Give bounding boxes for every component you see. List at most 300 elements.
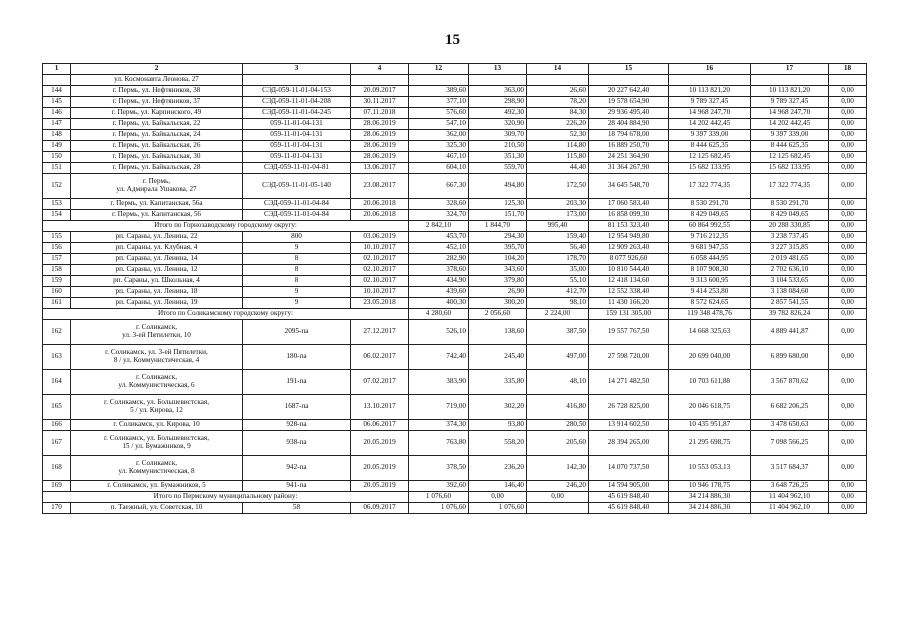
value-cell: 325,30 [409,141,469,152]
address-cell: г. Пермь, ул. Байкальская, 28 [71,163,243,174]
document-number-cell: 180-па [243,345,351,370]
value-cell: 14 968 247,70 [751,108,829,119]
table-row [43,503,867,514]
value-cell: 35,00 [527,265,589,276]
address-cell: г. Пермь, ул. Нефтяников, 37 [71,97,243,108]
date-cell: 28.06.2019 [351,119,409,130]
value-cell: 434,90 [409,276,469,287]
value-cell: 0,00 [829,232,867,243]
subtotal-value-cell: 119 348 478,76 [669,309,751,320]
row-number-cell: 165 [43,395,71,420]
document-number-cell: 928-па [243,420,351,431]
date-cell: 20.09.2017 [351,86,409,97]
value-cell: 497,00 [527,345,589,370]
value-cell: 0,00 [829,481,867,492]
value-cell: 0,00 [829,141,867,152]
subtotal-value-cell: 0,00 [469,492,527,503]
value-cell: 14 968 247,70 [669,108,751,119]
row-number-cell: 159 [43,276,71,287]
table-row [43,97,867,108]
row-number-cell: 147 [43,119,71,130]
row-number-cell: 166 [43,420,71,431]
row-number-cell: 145 [43,97,71,108]
document-number-cell: СЭД-059-11-01-04-84 [243,199,351,210]
address-cell [71,370,243,395]
value-cell: 10 810 544,40 [589,265,669,276]
value-cell: 10 553 053,13 [669,456,751,481]
value-cell: 0,00 [829,420,867,431]
value-cell: 763,80 [409,431,469,456]
header-cell: 12 [409,64,469,75]
document-number-cell: СЭД-059-11-01-04-208 [243,97,351,108]
table-row [43,420,867,431]
date-cell: 30.11.2017 [351,97,409,108]
value-cell: 309,70 [469,130,527,141]
header-cell: 18 [829,64,867,75]
subtotal-value-cell: 2 224,00 [527,309,589,320]
table-row [43,232,867,243]
value-cell: 280,50 [527,420,589,431]
value-cell: 104,20 [469,254,527,265]
row-number-cell: 157 [43,254,71,265]
row-number-cell: 167 [43,431,71,456]
value-cell: 93,80 [469,420,527,431]
table-row [43,130,867,141]
value-cell: 547,10 [409,119,469,130]
value-cell: 2 019 481,65 [751,254,829,265]
value-cell: 115,80 [527,152,589,163]
address-cell: рп. Сараны, ул. Клубная, 4 [71,243,243,254]
table-row [43,199,867,210]
value-cell: 2 702 636,10 [751,265,829,276]
header-cell: 14 [527,64,589,75]
value-cell: 0,00 [829,210,867,221]
value-cell: 19 557 767,50 [589,320,669,345]
row-number-cell: 149 [43,141,71,152]
address-cell [71,345,243,370]
value-cell: 416,80 [527,395,589,420]
value-cell: 14 594 905,00 [589,481,669,492]
date-cell: 06.06.2017 [351,420,409,431]
value-cell: 114,80 [527,141,589,152]
address-line: 15 / ул. Бумажников, 9 [122,442,191,450]
value-cell: 3 567 870,62 [751,370,829,395]
value-cell: 0,00 [829,174,867,199]
address-cell: г. Соликамск, ул. Бумажников, 5 [71,481,243,492]
value-cell: 559,70 [469,163,527,174]
address-cell: рп. Сараны, ул. Ленина, 22 [71,232,243,243]
value-cell: 12 125 682,45 [751,152,829,163]
value-cell: 31 364 267,90 [589,163,669,174]
value-cell: 9 414 253,80 [669,287,751,298]
subtotal-value-cell: 39 782 826,24 [751,309,829,320]
value-cell: 17 322 774,35 [669,174,751,199]
date-cell: 20.05.2019 [351,481,409,492]
value-cell: 294,30 [469,232,527,243]
value-cell: 10 946 178,75 [669,481,751,492]
document-number-cell: 9 [243,243,351,254]
value-cell: 2 857 541,55 [751,298,829,309]
date-cell: 02.10.2017 [351,265,409,276]
row-number-cell: 168 [43,456,71,481]
value-cell: 0,00 [829,97,867,108]
address-cell: рп. Сараны, ул. Ленина, 18 [71,287,243,298]
table-row [43,254,867,265]
empty-cell [751,75,829,86]
value-cell: 3 138 084,60 [751,287,829,298]
value-cell: 15 682 133,95 [669,163,751,174]
table-row [43,287,867,298]
value-cell: 395,70 [469,243,527,254]
table-row [43,370,867,395]
subtotal-value-cell: 0,00 [829,492,867,503]
table-row [43,431,867,456]
value-cell: 298,90 [469,97,527,108]
value-cell: 26,90 [469,287,527,298]
table-row [43,345,867,370]
value-cell: 203,30 [527,199,589,210]
value-cell: 13 914 602,50 [589,420,669,431]
value-cell: 24 251 364,90 [589,152,669,163]
date-cell: 28.06.2019 [351,152,409,163]
row-number-cell: 161 [43,298,71,309]
subtotal-value-cell: 45 619 848,40 [589,492,669,503]
address-line: 5 / ул. Кирова, 12 [130,406,183,414]
date-cell: 13.06.2017 [351,163,409,174]
date-cell: 02.10.2017 [351,254,409,265]
value-cell: 0,00 [829,298,867,309]
value-cell: 18 794 678,00 [589,130,669,141]
value-cell: 55,10 [527,276,589,287]
value-cell: 19 578 654,90 [589,97,669,108]
value-cell [527,503,589,514]
value-cell: 3 227 315,85 [751,243,829,254]
address-line: 8 / ул. Коммунистическая, 4 [113,356,200,364]
header-cell: 2 [71,64,243,75]
header-cell: 16 [669,64,751,75]
value-cell: 173,00 [527,210,589,221]
value-cell: 719,00 [409,395,469,420]
document-number-cell: СЭД-059-11-01-04-245 [243,108,351,119]
value-cell: 151,70 [469,210,527,221]
value-cell: 379,80 [469,276,527,287]
address-line: ул. Адмирала Ушакова, 27 [116,185,197,193]
value-cell: 0,00 [829,119,867,130]
subtotal-label-cell: Итого по Соликамскому городскому округу: [43,309,409,320]
value-cell: 526,10 [409,320,469,345]
value-cell: 56,40 [527,243,589,254]
row-number-cell: 162 [43,320,71,345]
value-cell: 14 668 325,63 [669,320,751,345]
data-table [42,63,867,514]
value-cell: 10 113 821,20 [669,86,751,97]
value-cell: 3 104 533,65 [751,276,829,287]
table-header-row [43,64,867,75]
value-cell: 362,00 [409,130,469,141]
date-cell: 10.10.2017 [351,243,409,254]
value-cell: 742,40 [409,345,469,370]
table-row [43,108,867,119]
address-cell: г. Соликамск, ул. Кирова, 10 [71,420,243,431]
header-cell: 1 [43,64,71,75]
value-cell: 0,00 [829,254,867,265]
value-cell: 7 098 566,25 [751,431,829,456]
address-line: г. Соликамск, [135,373,178,382]
value-cell: 558,20 [469,431,527,456]
subtotal-value-cell: 34 214 886,30 [669,492,751,503]
table-row [43,265,867,276]
table-row [43,163,867,174]
value-cell: 14 202 442,45 [751,119,829,130]
subtotal-value-cell: 1 076,60 [409,492,469,503]
address-cell: рп. Сараны, ул. Школьная, 4 [71,276,243,287]
value-cell: 0,00 [829,345,867,370]
value-cell: 28 394 265,00 [589,431,669,456]
value-cell: 26 728 825,00 [589,395,669,420]
value-cell: 14 271 482,50 [589,370,669,395]
value-cell: 0,00 [829,108,867,119]
value-cell: 494,80 [469,174,527,199]
value-cell: 28 404 884,90 [589,119,669,130]
row-number-cell: 160 [43,287,71,298]
document-number-cell: СЭД-059-11-01-04-84 [243,210,351,221]
document-number-cell: 059-11-01-04-131 [243,152,351,163]
table-row [43,276,867,287]
value-cell: 387,50 [527,320,589,345]
table-row [43,174,867,199]
empty-cell [829,75,867,86]
document-number-cell: 059-11-01-04-131 [243,130,351,141]
date-cell: 07.11.2018 [351,108,409,119]
value-cell: 392,60 [409,481,469,492]
value-cell: 0,00 [829,86,867,97]
value-cell: 138,60 [469,320,527,345]
value-cell: 11 430 166,20 [589,298,669,309]
value-cell: 34 645 548,70 [589,174,669,199]
value-cell: 335,80 [469,370,527,395]
address-cell: рп. Сараны, ул. Ленина, 12 [71,265,243,276]
value-cell: 142,30 [527,456,589,481]
value-cell: 3 517 684,37 [751,456,829,481]
value-cell: 16 858 099,30 [589,210,669,221]
value-cell: 16 889 250,70 [589,141,669,152]
address-cell: г. Пермь, ул. Капитанская, 56 [71,210,243,221]
address-cell: г. Пермь, ул. Карпинского, 49 [71,108,243,119]
subtotal-value-cell: 81 153 323,40 [589,221,669,232]
subtotal-value-cell: 159 131 305,00 [589,309,669,320]
value-cell: 0,00 [829,431,867,456]
value-cell: 8 107 908,30 [669,265,751,276]
address-line: г. Соликамск, ул. Большевистская, [103,434,210,443]
value-cell: 576,60 [409,108,469,119]
row-number-cell: 144 [43,86,71,97]
value-cell: 245,40 [469,345,527,370]
date-cell: 23.08.2017 [351,174,409,199]
row-number-cell: 154 [43,210,71,221]
value-cell: 9 789 327,45 [751,97,829,108]
value-cell: 8 429 049,65 [669,210,751,221]
value-cell: 34 214 886,30 [669,503,751,514]
address-cell: ул. Космонавта Леонова, 27 [71,75,243,86]
table-row [43,298,867,309]
document-number-cell: 58 [243,503,351,514]
value-cell: 0,00 [829,456,867,481]
value-cell: 0,00 [829,395,867,420]
table-row [43,481,867,492]
value-cell: 389,60 [409,86,469,97]
table-row [43,243,867,254]
table-row [43,119,867,130]
date-cell: 28.06.2019 [351,130,409,141]
value-cell: 667,30 [409,174,469,199]
value-cell: 363,00 [469,86,527,97]
subtotal-value-cell: 0,00 [829,221,867,232]
value-cell: 0,00 [829,276,867,287]
value-cell: 9 313 600,95 [669,276,751,287]
address-cell [71,456,243,481]
header-cell: 3 [243,64,351,75]
value-cell: 0,00 [829,370,867,395]
value-cell: 146,40 [469,481,527,492]
empty-cell [527,75,589,86]
value-cell: 52,30 [527,130,589,141]
date-cell: 20.06.2018 [351,210,409,221]
value-cell: 8 572 624,65 [669,298,751,309]
value-cell: 0,00 [829,163,867,174]
value-cell: 328,60 [409,199,469,210]
date-cell: 27.12.2017 [351,320,409,345]
value-cell: 20 227 642,40 [589,86,669,97]
value-cell: 11 404 962,10 [751,503,829,514]
address-cell [71,431,243,456]
address-line: г. Соликамск, ул. 3-ей Пятилетки, [105,348,208,357]
empty-cell [469,75,527,86]
value-cell: 12 909 263,40 [589,243,669,254]
address-cell [71,174,243,199]
address-line: ул. 3-ей Пятилетки, 10 [122,331,191,339]
value-cell: 452,10 [409,243,469,254]
subtotal-value-cell: 20 288 330,85 [751,221,829,232]
subtotal-value-cell: 11 404 962,10 [751,492,829,503]
table-row [43,141,867,152]
value-cell: 412,70 [527,287,589,298]
value-cell: 0,00 [829,130,867,141]
table-body [43,64,867,514]
row-number-cell: 163 [43,345,71,370]
subtotal-value-cell: 0,00 [829,309,867,320]
value-cell: 29 936 495,40 [589,108,669,119]
value-cell: 383,90 [409,370,469,395]
value-cell: 15 682 133,95 [751,163,829,174]
value-cell: 17 060 583,40 [589,199,669,210]
document-number-cell: 8 [243,265,351,276]
value-cell: 9 716 212,35 [669,232,751,243]
address-cell: г. Пермь, ул. Капитанская, 56а [71,199,243,210]
document-number-cell: СЭД-059-11-01-04-153 [243,86,351,97]
value-cell: 172,50 [527,174,589,199]
subtotal-value-cell: 2 056,60 [469,309,527,320]
subtotal-value-cell: 1 844,70 [469,221,527,232]
value-cell: 45 619 848,40 [589,503,669,514]
document-number-cell: 9 [243,298,351,309]
value-cell: 8 444 625,35 [669,141,751,152]
subtotal-value-cell: 60 864 992,55 [669,221,751,232]
value-cell: 3 238 737,45 [751,232,829,243]
row-number-cell: 146 [43,108,71,119]
subtotal-value-cell: 2 842,10 [409,221,469,232]
value-cell: 226,20 [527,119,589,130]
value-cell: 20 046 618,75 [669,395,751,420]
address-line: г. Соликамск, ул. Большевистская, [103,398,210,407]
value-cell: 98,10 [527,298,589,309]
value-cell: 26,60 [527,86,589,97]
subtotal-label-cell: Итого по Горнозаводскому городскому округу: [43,221,409,232]
value-cell: 604,10 [409,163,469,174]
value-cell: 300,20 [469,298,527,309]
value-cell: 12 954 949,80 [589,232,669,243]
address-cell: п. Таежный, ул. Советская, 10 [71,503,243,514]
value-cell: 8 444 625,35 [751,141,829,152]
row-number-cell [43,75,71,86]
empty-cell [409,75,469,86]
value-cell: 3 478 650,63 [751,420,829,431]
document-number-cell: 191-па [243,370,351,395]
value-cell: 178,70 [527,254,589,265]
document-number-cell: 938-па [243,431,351,456]
document-number-cell: 942-па [243,456,351,481]
document-number-cell: 059-11-01-04-131 [243,119,351,130]
row-number-cell: 153 [43,199,71,210]
table-row [43,86,867,97]
row-number-cell: 155 [43,232,71,243]
value-cell: 14 202 442,45 [669,119,751,130]
value-cell: 324,70 [409,210,469,221]
value-cell: 3 648 726,25 [751,481,829,492]
subtotal-row [43,492,867,503]
date-cell: 28.06.2019 [351,141,409,152]
value-cell: 17 322 774,35 [751,174,829,199]
value-cell: 8 530 291,70 [751,199,829,210]
date-cell: 20.05.2019 [351,431,409,456]
address-cell [71,395,243,420]
value-cell: 351,30 [469,152,527,163]
value-cell: 0,00 [829,265,867,276]
value-cell: 10 435 951,87 [669,420,751,431]
address-cell: г. Пермь, ул. Нефтяников, 38 [71,86,243,97]
empty-cell [589,75,669,86]
date-cell: 06.09.2017 [351,503,409,514]
row-number-cell: 164 [43,370,71,395]
subtotal-value-cell: 995,40 [527,221,589,232]
value-cell: 0,00 [829,287,867,298]
address-cell: рп. Сараны, ул. Ленина, 14 [71,254,243,265]
value-cell: 10 113 821,20 [751,86,829,97]
row-number-cell: 152 [43,174,71,199]
address-line: г. Пермь, [142,177,171,186]
document-number-cell: СЭД-059-11-01-05-140 [243,174,351,199]
row-number-cell: 148 [43,130,71,141]
value-cell: 282,90 [409,254,469,265]
row-number-cell: 150 [43,152,71,163]
value-cell: 302,20 [469,395,527,420]
value-cell: 210,50 [469,141,527,152]
value-cell: 12 552 338,40 [589,287,669,298]
value-cell: 9 397 339,00 [751,130,829,141]
table-row [43,152,867,163]
empty-cell [669,75,751,86]
value-cell: 12 418 134,60 [589,276,669,287]
value-cell: 84,30 [527,108,589,119]
